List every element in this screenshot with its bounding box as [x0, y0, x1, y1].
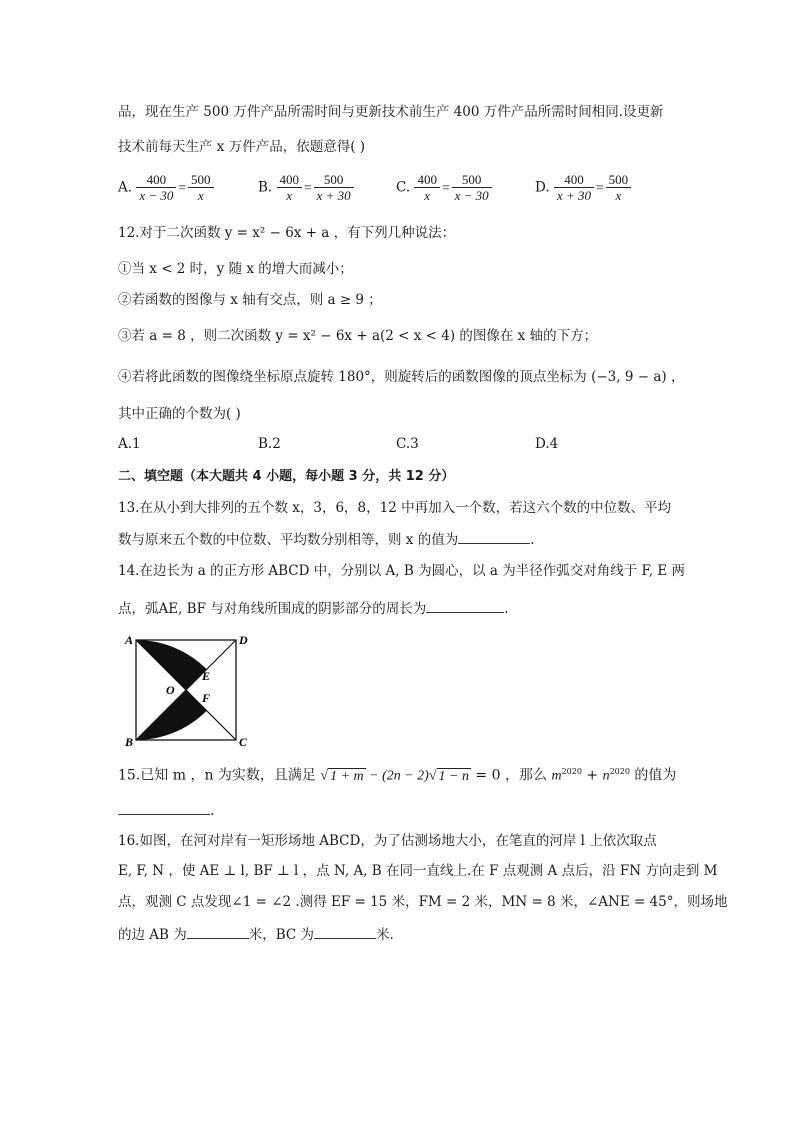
- label-f: F: [202, 691, 211, 705]
- q15-line2: .: [118, 800, 214, 821]
- label-o: O: [166, 683, 175, 697]
- q13-answer-blank[interactable]: [458, 529, 530, 544]
- q15-line1: 15.已知 m ，n 为实数，且满足 √ 1 + m − (2n − 2)√ 1 − n = 0 ，那么 $m^{2020} + n^{2020}$ 的值为: [118, 767, 677, 784]
- label-b: B: [125, 735, 134, 749]
- label-d: D: [239, 633, 248, 647]
- q11-option-d: D. $\frac{400}{x + 30}$ = $\frac{500}{x}$: [535, 172, 631, 203]
- q14-line1: 14.在边长为 a 的正方形 ABCD 中，分别以 A, B 为圆心，以 a 为半径作弧交对角线于 F, E 两: [118, 563, 686, 579]
- label-e: E: [202, 669, 211, 683]
- square-figure: [118, 630, 253, 750]
- q15-answer-blank[interactable]: [118, 800, 210, 815]
- q13-line1: 13.在从小到大排列的五个数 x，3，6，8，12 中再加入一个数，若这六个数的中位数、平均: [118, 500, 672, 516]
- q16-line2: E, F, N ，使 AE ⊥ l, BF ⊥ l ，点 N, A, B 在同一直线上.在 F 点观测 A 点后，沿 FN 方向走到 M: [118, 863, 718, 879]
- q12-option-c: C.3: [396, 436, 419, 452]
- q11-line1: 品，现在生产 500 万件产品所需时间与更新技术前生产 400 万件产品所需时间相同.设更新: [118, 104, 664, 120]
- q12-stem: 12.对于二次函数 y = x² − 6x + a ，有下列几种说法：: [118, 225, 456, 241]
- q14-answer-blank[interactable]: [426, 598, 504, 613]
- q12-statement-3: ③若 a = 8 ，则二次函数 y = x² − 6x + a(2 < x < 4) 的图像在 x 轴的下方；: [118, 328, 598, 344]
- q12-ask: 其中正确的个数为( ): [118, 406, 241, 422]
- q11-line2: 技术前每天生产 x 万件产品，依题意得( ): [118, 139, 366, 155]
- q12-option-d: D.4: [535, 436, 559, 452]
- q16-answer-blank-ab[interactable]: [187, 924, 249, 939]
- q11-option-c: C. $\frac{400}{x}$ = $\frac{500}{x - 30}$: [396, 172, 492, 203]
- q12-option-b: B.2: [258, 436, 281, 452]
- shaded-region-bottom: [136, 690, 207, 740]
- q16-answer-blank-bc[interactable]: [314, 924, 376, 939]
- q11-option-b: B. $\frac{400}{x}$ = $\frac{500}{x + 30}$: [258, 172, 354, 203]
- section-heading: 二、填空题（本大题共 4 小题，每小题 3 分，共 12 分）: [118, 469, 455, 484]
- q12-option-a: A.1: [118, 436, 141, 452]
- q14-line2: 点，弧AE, BF 与对角线所围成的阴影部分的周长为 .: [118, 598, 509, 619]
- q12-statement-1: ①当 x < 2 时，y 随 x 的增大而减小；: [118, 261, 353, 277]
- label-c: C: [239, 735, 248, 749]
- label-a: A: [125, 633, 134, 647]
- q16-line4: 的边 AB 为 米，BC 为 米.: [118, 924, 394, 945]
- q13-line2: 数与原来五个数的中位数、平均数分别相等，则 x 的值为 .: [118, 529, 535, 550]
- q16-line3: 点，观测 C 点发现∠1 = ∠2 .测得 EF = 15 米，FM = 2 米，MN = 8 米，∠ANE = 45°，则场地: [118, 894, 728, 910]
- q11-option-a: A. $\frac{400}{x - 30}$ = $\frac{500}{x}$: [118, 172, 214, 203]
- q16-line1: 16.如图，在河对岸有一矩形场地 ABCD，为了估测场地大小，在笔直的河岸 l 上依次取点: [118, 833, 657, 849]
- q12-statement-2: ②若函数的图像与 x 轴有交点，则 a ≥ 9 ；: [118, 292, 382, 308]
- q12-statement-4: ④若将此函数的图像绕坐标原点旋转 180°，则旋转后的函数图像的顶点坐标为 (−3, 9 − a) ，: [118, 369, 685, 385]
